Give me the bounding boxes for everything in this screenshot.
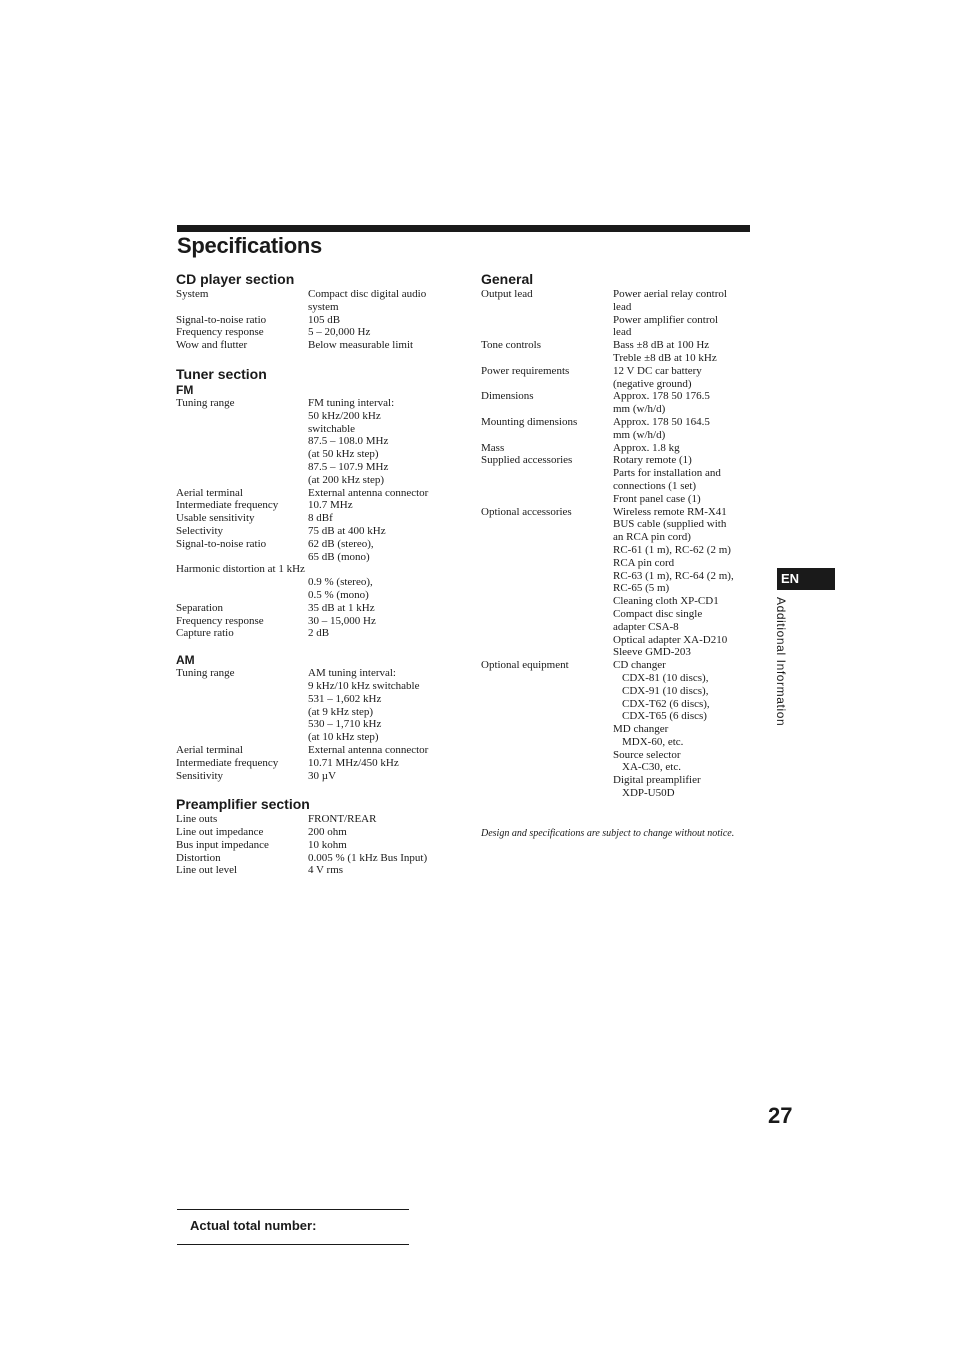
spec-value: RC-61 (1 m), RC-62 (2 m) xyxy=(613,543,731,556)
fm-specs-continued xyxy=(176,602,456,640)
spec-label: Line out impedance xyxy=(176,826,264,839)
spec-row xyxy=(176,744,456,757)
spec-label: Capture ratio xyxy=(176,627,234,640)
spec-label: Aerial terminal xyxy=(176,743,243,756)
cd-player-heading: CD player section xyxy=(176,271,295,287)
general-heading: General xyxy=(481,271,534,287)
spec-value: 0.9 % (stereo), xyxy=(308,576,373,589)
spec-value: External antenna connector xyxy=(308,486,429,499)
spec-row xyxy=(176,512,456,525)
spec-row xyxy=(176,667,456,744)
spec-value: adapter CSA-8 xyxy=(613,620,679,633)
spec-label: Sensitivity xyxy=(176,769,224,782)
equipment-name: Digital preamplifier xyxy=(613,774,701,787)
spec-row xyxy=(176,326,456,339)
spec-value: 65 dB (mono) xyxy=(308,550,370,563)
spec-label: Line outs xyxy=(176,813,218,826)
spec-row xyxy=(481,442,756,455)
language-tab: EN xyxy=(777,568,835,590)
spec-row xyxy=(176,770,456,783)
spec-value: CDX-T62 (6 discs), xyxy=(622,697,710,710)
page-title: Specifications xyxy=(177,233,322,258)
spec-value: Approx. 178 50 176.5 xyxy=(613,390,710,403)
spec-value: Optical adapter XA-D210 xyxy=(613,633,728,646)
harmonic-distortion-values xyxy=(176,576,456,602)
fm-specs xyxy=(176,397,456,563)
spec-value: Power amplifier control xyxy=(613,313,719,326)
spec-value: 75 dB at 400 kHz xyxy=(308,524,386,537)
spec-row xyxy=(176,487,456,500)
spec-value: (at 200 kHz step) xyxy=(308,473,385,486)
spec-label: Tuning range xyxy=(176,667,235,680)
spec-row xyxy=(176,397,456,487)
spec-value: Rotary remote (1) xyxy=(613,454,692,467)
spec-label: Mass xyxy=(481,441,505,454)
tuner-heading: Tuner section xyxy=(176,365,267,382)
spec-value: 4 V rms xyxy=(308,864,344,877)
spec-value: lead xyxy=(613,326,632,339)
spec-row xyxy=(176,864,456,877)
spec-label: Power requirements xyxy=(481,364,570,377)
preamp-specs xyxy=(176,813,456,877)
spec-label: Line out level xyxy=(176,864,238,877)
spec-value: 12 V DC car battery xyxy=(613,364,702,377)
spec-row xyxy=(176,839,456,852)
spec-label: Selectivity xyxy=(176,524,224,537)
spec-value: CDX-91 (10 discs), xyxy=(622,684,709,697)
actual-total-box xyxy=(177,1209,409,1245)
spec-value: RCA pin cord xyxy=(613,556,675,569)
spec-change-note: Design and specifications are subject to change without notice. xyxy=(481,827,735,839)
preamp-heading: Preamplifier section xyxy=(176,796,310,813)
spec-value: CDX-T65 (6 discs) xyxy=(622,710,707,723)
spec-value: RC-65 (5 m) xyxy=(613,582,670,595)
spec-label: Frequency response xyxy=(176,614,264,627)
spec-value: 35 dB at 1 kHz xyxy=(308,601,375,614)
spec-row xyxy=(176,288,456,314)
spec-value: CDX-81 (10 discs), xyxy=(622,671,709,684)
spec-row xyxy=(481,365,756,391)
spec-label: Aerial terminal xyxy=(176,486,243,499)
harmonic-distortion-label: Harmonic distortion at 1 kHz xyxy=(176,563,305,576)
spec-value: Below measurable limit xyxy=(308,339,414,352)
spec-label: Output lead xyxy=(481,288,533,300)
spec-value: mm (w/h/d) xyxy=(613,428,666,441)
spec-value: Compact disc single xyxy=(613,607,703,620)
spec-value: MDX-60, etc. xyxy=(622,735,684,748)
spec-value: Approx. 178 50 164.5 xyxy=(613,415,710,428)
spec-value: 10 kohm xyxy=(308,838,347,851)
spec-value: 2 dB xyxy=(308,627,330,640)
spec-value: BUS cable (supplied with xyxy=(613,518,727,531)
section-side-label: Additional Information xyxy=(774,597,788,727)
spec-value: Treble ±8 dB at 10 kHz xyxy=(613,351,717,364)
spec-value: 531 – 1,602 kHz xyxy=(308,692,382,705)
spec-value: Wireless remote RM-X41 xyxy=(613,505,727,518)
spec-value: External antenna connector xyxy=(308,743,429,756)
spec-value: Sleeve GMD-203 xyxy=(613,646,691,659)
spec-value: 200 ohm xyxy=(308,826,347,839)
spec-value: Compact disc digital audio xyxy=(308,288,427,300)
spec-value: RC-63 (1 m), RC-64 (2 m), xyxy=(613,569,734,582)
spec-value: 62 dB (stereo), xyxy=(308,537,374,550)
spec-label: Tuning range xyxy=(176,396,235,409)
spec-value: (at 50 kHz step) xyxy=(308,448,379,461)
equipment-name: MD changer xyxy=(613,723,669,736)
general-specs xyxy=(481,288,756,659)
spec-value: lead xyxy=(613,300,632,313)
spec-row xyxy=(176,627,456,640)
spec-row xyxy=(481,506,756,660)
spec-label: Supplied accessories xyxy=(481,454,573,467)
spec-value: 0.005 % (1 kHz Bus Input) xyxy=(308,851,428,864)
spec-value: FRONT/REAR xyxy=(308,813,377,826)
spec-value: 87.5 – 107.9 MHz xyxy=(308,460,389,473)
spec-row xyxy=(176,826,456,839)
spec-row xyxy=(481,339,756,365)
spec-label: Tone controls xyxy=(481,339,542,352)
spec-row xyxy=(481,288,756,339)
optional-equipment-row xyxy=(481,659,756,800)
am-heading: AM xyxy=(176,653,195,668)
spec-row xyxy=(176,852,456,865)
spec-value: 8 dBf xyxy=(308,512,333,525)
spec-value: 105 dB xyxy=(308,313,341,326)
spec-label: Intermediate frequency xyxy=(176,499,279,512)
spec-row xyxy=(176,339,456,352)
spec-label: System xyxy=(176,288,209,300)
spec-value: Front panel case (1) xyxy=(613,492,701,505)
right-column xyxy=(481,270,756,840)
spec-label: Wow and flutter xyxy=(176,339,248,352)
spec-value: XDP-U50D xyxy=(622,787,675,800)
am-specs xyxy=(176,667,456,782)
spec-value: 530 – 1,710 kHz xyxy=(308,718,382,731)
spec-value: Cleaning cloth XP-CD1 xyxy=(613,595,719,608)
spec-label: Signal-to-noise ratio xyxy=(176,537,267,550)
page-number: 27 xyxy=(768,1103,793,1128)
spec-value: 30 – 15,000 Hz xyxy=(308,614,376,627)
spec-value: an RCA pin cord) xyxy=(613,531,691,544)
spec-value: 9 kHz/10 kHz switchable xyxy=(308,679,420,692)
spec-value: 5 – 20,000 Hz xyxy=(308,326,371,339)
spec-row xyxy=(176,499,456,512)
spec-value: XA-C30, etc. xyxy=(622,761,681,774)
spec-value: 10.7 MHz xyxy=(308,499,353,512)
spec-value: Parts for installation and xyxy=(613,467,721,480)
left-column xyxy=(176,270,456,877)
spec-value: Approx. 1.8 kg xyxy=(613,441,680,454)
spec-label: Optional accessories xyxy=(481,505,572,518)
spec-value: system xyxy=(308,300,339,313)
spec-value: connections (1 set) xyxy=(613,479,697,492)
spec-label: Bus input impedance xyxy=(176,838,269,851)
spec-label: Distortion xyxy=(176,851,221,864)
spec-row xyxy=(176,813,456,826)
spec-value: Bass ±8 dB at 100 Hz xyxy=(613,339,710,352)
spec-value: AM tuning interval: xyxy=(308,667,396,680)
spec-value: (negative ground) xyxy=(613,377,692,390)
spec-value: 87.5 – 108.0 MHz xyxy=(308,435,389,448)
spec-value: mm (w/h/d) xyxy=(613,403,666,416)
spec-value: 10.71 MHz/450 kHz xyxy=(308,756,399,769)
cd-player-specs xyxy=(176,288,456,352)
spec-value: 50 kHz/200 kHz xyxy=(308,409,381,422)
spec-label: Optional equipment xyxy=(481,659,569,672)
spec-value: FM tuning interval: xyxy=(308,396,395,409)
spec-row xyxy=(176,602,456,615)
spec-label: Frequency response xyxy=(176,326,264,339)
spec-row xyxy=(481,454,756,505)
spec-label: Dimensions xyxy=(481,390,534,403)
spec-row xyxy=(176,525,456,538)
spec-value: Power aerial relay control xyxy=(613,288,727,300)
spec-row xyxy=(481,416,756,442)
equipment-name: CD changer xyxy=(613,659,666,672)
spec-value: 0.5 % (mono) xyxy=(308,588,369,601)
spec-label: Separation xyxy=(176,601,224,614)
spec-label: Usable sensitivity xyxy=(176,512,255,525)
spec-row xyxy=(176,615,456,628)
spec-value: 30 µV xyxy=(308,769,337,782)
spec-row xyxy=(481,390,756,416)
spec-label: Signal-to-noise ratio xyxy=(176,313,267,326)
spec-row xyxy=(176,538,456,564)
spec-row xyxy=(176,314,456,327)
spec-value: (at 9 kHz step) xyxy=(308,705,374,718)
fm-heading: FM xyxy=(176,382,194,397)
spec-label: Mounting dimensions xyxy=(481,415,578,428)
equipment-name: Source selector xyxy=(613,748,681,761)
spec-label: Intermediate frequency xyxy=(176,756,279,769)
spec-value: switchable xyxy=(308,422,356,435)
spec-value: (at 10 kHz step) xyxy=(308,731,379,744)
spec-row xyxy=(176,757,456,770)
actual-total-label: Actual total number: xyxy=(190,1218,317,1233)
